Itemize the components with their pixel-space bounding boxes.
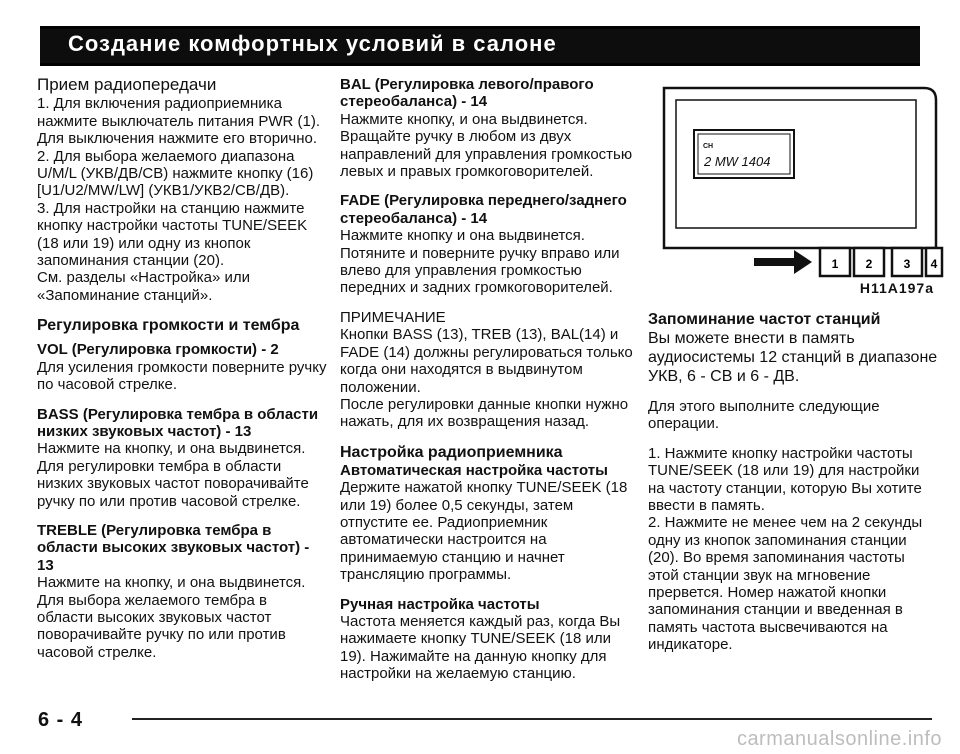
figure-label: H11A197a [859,280,934,296]
vol-text: Для усиления громкости поверните ручку по часовой стрелке. [37,358,327,394]
section-banner [40,26,920,66]
preset-label-2: 2 [865,257,873,271]
preset-label-4: 4 [930,257,938,271]
column-left [37,76,327,661]
column-middle [340,76,638,683]
watermark: carmanualsonline.info [736,728,942,750]
note-heading: ПРИМЕЧАНИЕ [340,308,446,326]
treble-heading: TREBLE (Регулировка тембра в области высоких звуковых частот) - 13 [37,521,310,574]
auto-tuning-text: Держите нажатой кнопку TUNE/SEEK (18 или 19) более 0,5 секунды, затем отпустите ее. Радиоприемник автоматически настроится на принимаемую станцию и начнет трансляцию программы. [340,479,628,584]
footer-rule [132,718,932,720]
radio-panel-drawing [654,78,944,300]
column-right [648,310,938,654]
fade-heading: FADE (Регулировка переднего/заднего стереобаланса) - 14 [340,192,627,227]
treble-text: Нажмите на кнопку, и она выдвинется. Для выбора желаемого тембра в области высоких звуковых частот поворачивайте ручку по или против часовой стрелке. [37,574,306,661]
arrow-icon [754,250,812,274]
display-small-text: CH [703,143,714,150]
volume-heading: Регулировка громкости и тембра [37,317,300,335]
fade-text: Нажмите кнопку и она выдвинется. Потяните и поверните ручку вправо или влево для управления громкостью передних и задних громкоговорителей. [340,227,620,297]
operations-text: Для этого выполните следующие операции. [648,398,880,433]
bass-heading: BASS (Регулировка тембра в области низких звуковых частот) - 13 [37,405,319,440]
radio-panel-figure [654,78,944,300]
note-text: Кнопки BASS (13), TREB (13), BAL(14) и FADE (14) должны регулироваться только когда они находятся в выдвинутом положении. После регулировки данные кнопки нужно нажать, для их возвращения назад. [340,326,633,431]
radio-text: 1. Для включения радиоприемника нажмите выключатель питания PWR (1). Для выключения нажмите его вторично. 2. Для выбора желаемого диапазона U/M/L (УКВ/ДВ/СВ) нажмите кнопку (16) [U1/U2/MW/LW] (УКВ1/УКВ2/СВ/ДВ). 3. Для настройки на станцию нажмите кнопку настройки частоты TUNE/SEEK (18 или 19) или одну из кнопок запоминания станции (20). См. разделы «Настройка» или «Запоминание станций». [37,95,320,304]
radio-heading: Прием радиопередачи [37,75,217,94]
preset-label-3: 3 [903,257,911,271]
bass-text: Нажмите на кнопку, и она выдвинется. Для регулировки тембра в области низких звуковых частот поворачивайте ручку по или против часовой стрелке. [37,440,309,510]
vol-heading: VOL (Регулировка громкости) - 2 [37,341,279,359]
display-text: 2 MW 1404 [704,154,771,169]
section-title: Создание комфортных условий в салоне [68,31,557,56]
memory-text: Вы можете внести в память аудиосистемы 12 станций в диапазоне УКВ, 6 - СВ и 6 - ДВ. [648,330,938,385]
manual-tuning-heading: Ручная настройка частоты [340,595,540,613]
memory-heading: Запоминание частот станций [648,311,881,328]
page-number: 6 - 4 [38,709,84,731]
auto-tuning-heading: Автоматическая настройка частоты [340,461,608,479]
manual-tuning-text: Частота меняется каждый раз, когда Вы нажимаете кнопку TUNE/SEEK (18 или 19). Нажимайте на данную кнопку для настройки на желаемую станцию. [340,612,621,683]
tuning-heading: Настройка радиоприемника [340,443,563,461]
bal-text: Нажмите кнопку, и она выдвинется. Вращайте ручку в любом из двух направлений для управления громкостью левых и правых громкоговорителей. [340,110,633,181]
memory-steps-text: 1. Нажмите кнопку настройки частоты TUNE/SEEK (18 или 19) для настройки на частоту станции, которую Вы хотите ввести в память. 2. Нажмите не менее чем на 2 секунды одну из кнопок запоминания станции (20). Во время запоминания частоты этой станции звук на мгновение прервется. Номер нажатой кнопки запоминания станции и введенная в память частота высвечиваются на индикаторе. [648,444,923,654]
bal-heading: BAL (Регулировка левого/правого стереобаланса) - 14 [340,76,594,111]
preset-label-1: 1 [831,257,839,271]
